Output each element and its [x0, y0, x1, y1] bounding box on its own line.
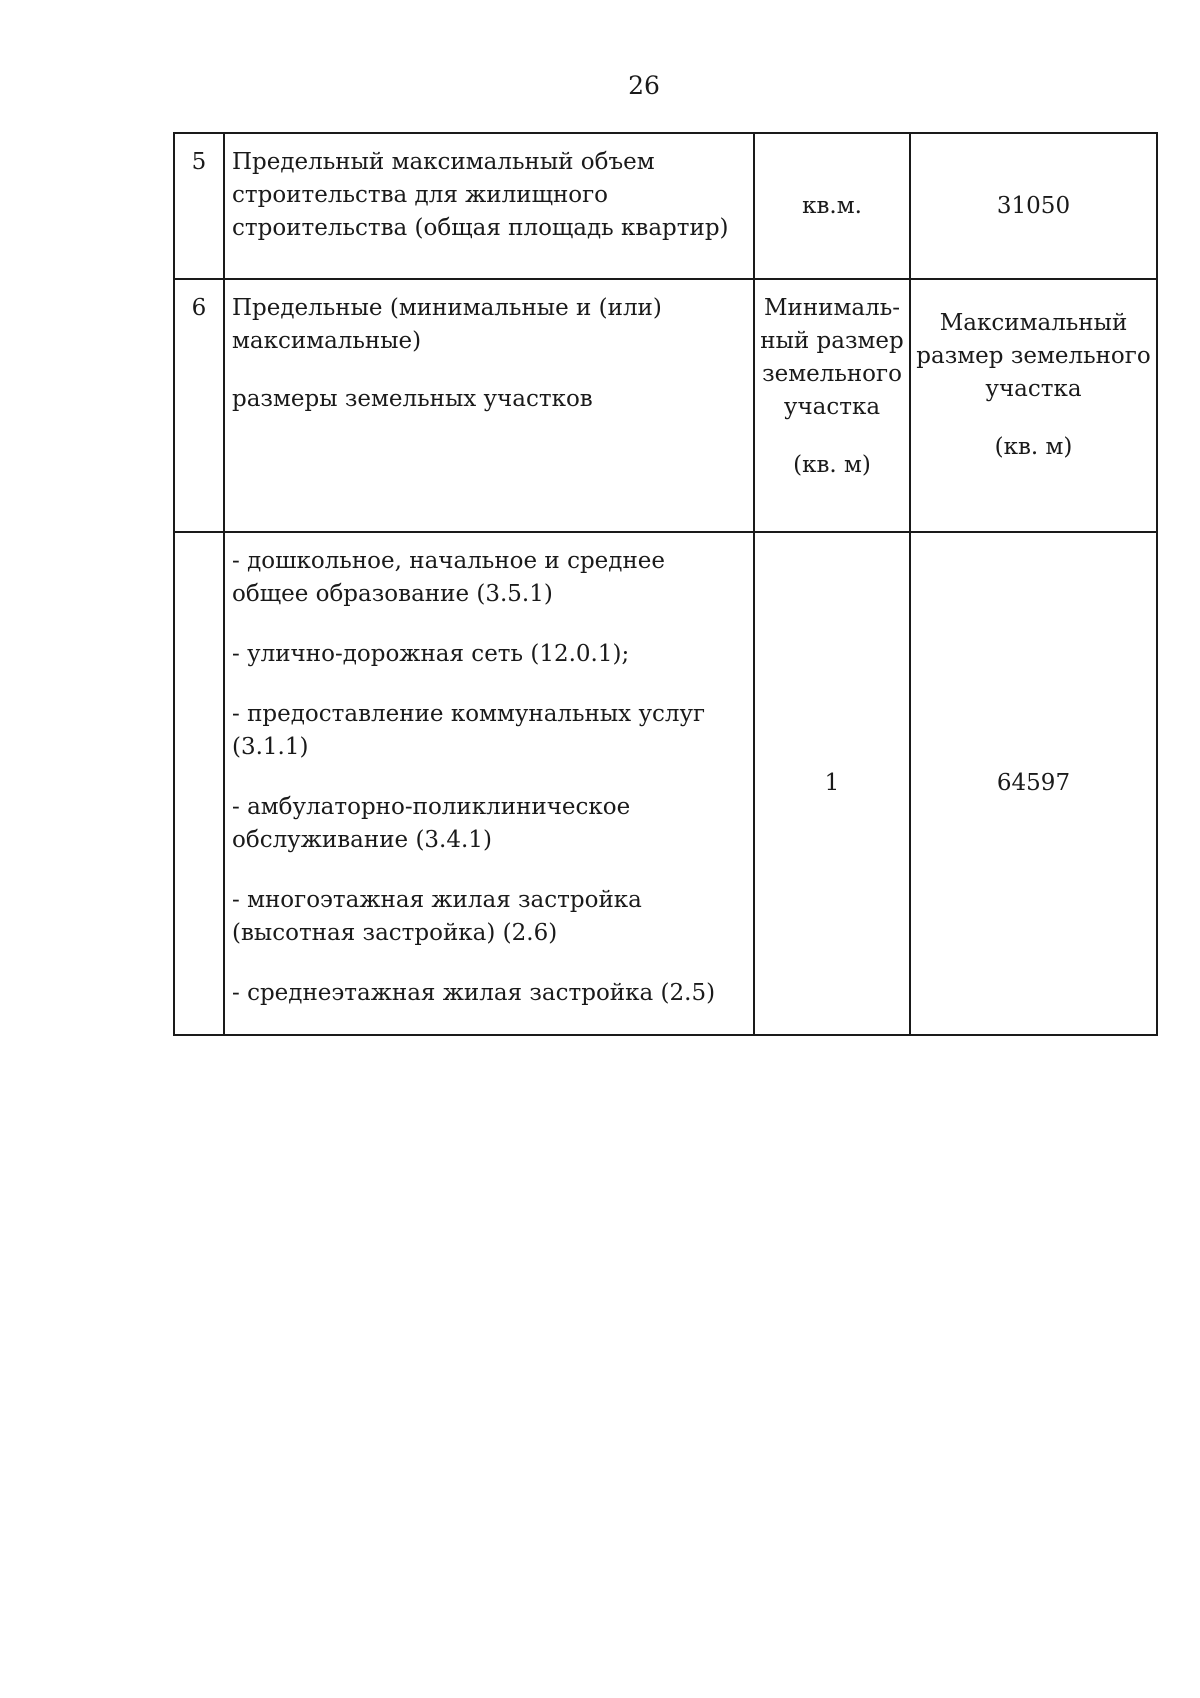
max-header-line: размер земельного — [916, 343, 1151, 369]
min-size-value: 1 — [754, 532, 910, 1035]
list-item — [232, 545, 746, 611]
table-row — [174, 133, 1157, 279]
list-item — [232, 638, 746, 671]
min-header-line: ный размер — [760, 328, 904, 354]
list-item-line: (высотная застройка) (2.6) — [232, 920, 558, 946]
table-row — [174, 532, 1157, 1035]
table-row — [174, 279, 1157, 532]
list-item-line: - предоставление коммунальных услуг — [232, 701, 706, 727]
min-header-line: Минималь- — [763, 295, 901, 321]
max-header-line: Максимальный — [939, 310, 1128, 336]
min-header-line: участка — [783, 394, 881, 420]
max-size-value: 64597 — [910, 532, 1157, 1035]
description-line: строительства для жилищного — [232, 182, 609, 208]
min-size-header — [754, 279, 910, 532]
list-item — [232, 698, 746, 764]
description-line: строительства (общая площадь квартир) — [232, 215, 729, 241]
land-parameters-table — [173, 132, 1158, 1036]
list-item-line: (3.1.1) — [232, 734, 309, 760]
min-unit-label: (кв. м) — [793, 452, 871, 478]
value-cell: 31050 — [910, 133, 1157, 279]
row-number — [174, 532, 224, 1035]
description-line: Предельные (минимальные и (или) — [232, 295, 662, 321]
list-item-line: - многоэтажная жилая застройка — [232, 887, 642, 913]
description-line: Предельный максимальный объем — [232, 149, 655, 175]
list-item — [232, 977, 746, 1010]
list-item — [232, 791, 746, 857]
page-number: 26 — [628, 71, 660, 100]
row-number: 6 — [174, 279, 224, 532]
list-item-line: - среднеэтажная жилая застройка (2.5) — [232, 980, 716, 1006]
list-item — [232, 884, 746, 950]
row-description — [224, 279, 754, 532]
list-item-line: - улично-дорожная сеть (12.0.1); — [232, 641, 630, 667]
unit-cell: кв.м. — [754, 133, 910, 279]
row-number: 5 — [174, 133, 224, 279]
description-line: максимальные) — [232, 328, 422, 354]
description-subtitle: размеры земельных участков — [232, 386, 593, 412]
land-use-list — [224, 532, 754, 1035]
list-item-line: - дошкольное, начальное и среднее — [232, 548, 666, 574]
min-header-line: земельного — [762, 361, 902, 387]
max-unit-label: (кв. м) — [994, 434, 1073, 460]
list-item-line: общее образование (3.5.1) — [232, 581, 553, 607]
list-item-line: - амбулаторно-поликлиническое — [232, 794, 631, 820]
row-description — [224, 133, 754, 279]
max-header-line: участка — [985, 376, 1082, 402]
list-item-line: обслуживание (3.4.1) — [232, 827, 492, 853]
max-size-header — [910, 279, 1157, 532]
